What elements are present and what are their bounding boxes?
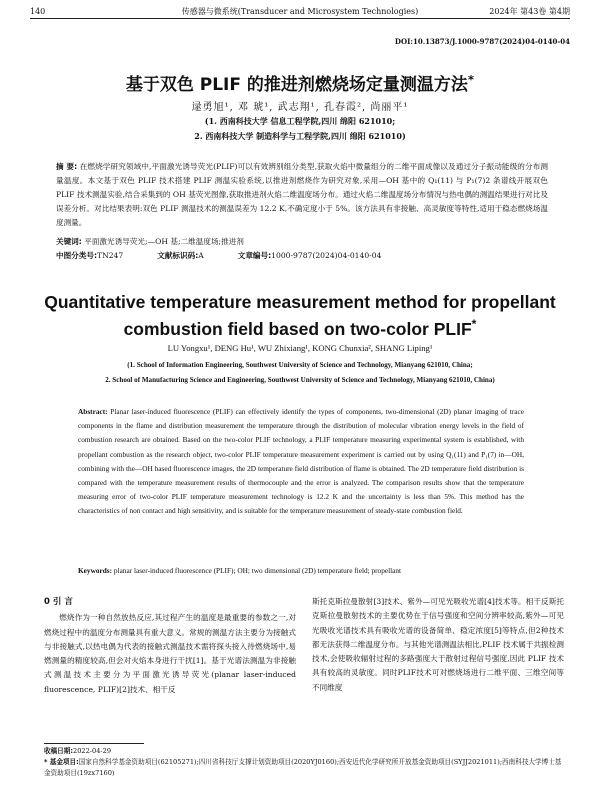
running-head <box>30 4 570 19</box>
english-affiliation-1: (1. School of Information Engineering, Southwest University of Science and Technology, Mianyang 621010, China; <box>127 361 473 369</box>
chinese-affiliation-1: (1. 西南科技大学 信息工程学院,四川 绵阳 621010; <box>204 116 396 126</box>
chinese-abstract-label: 摘 要: <box>56 162 78 171</box>
english-abstract-text: Planar laser-induced fluorescence (PLIF) can effectively identify the types of components, two-dimensional (2D) planar imaging of trace components in the flame and distribution measurement the temperature through the distribution of molecular vibration energy levels in the field of combustion research are obtained. Based on the two-color PLIF technology, a PLIF temperature measuring experimental system is established, with propellant combustion as the research object, two-color PLIF temperature measurement experiment is carried out by using Q₁(11) and P₁(7) in—OH, combining with the—OH based fluorescence images, the 2D temperature field distribution of flame is obtained. The 2D temperature field distribution is compared with the temperature measurement results of thermocouple and the error is analyzed. The comparison results show that the temperature measuring error of two-color PLIF temperature measurement technology is 12.2 K and the uncertainty is less than 5%. This method has the characteristics of non contact and high sensitivity, and is suitable for the temperature measurement of steady-state combustion field. <box>78 407 524 516</box>
article-number: 文章编号:1000-9787(2024)04-0140-04 <box>237 251 382 260</box>
chinese-keywords-label: 关键词: <box>56 237 82 246</box>
body-paragraph-right: 斯托克斯拉曼散射[3]技术、紫外—可见光吸收光谱[4]技术等。相干反斯托克斯拉曼散射技术的主要优势在于信号强度和空间分辨率较高,紫外—可见光吸收光谱技术具有吸收光谱的设备简单、稳定浓度[5]等特点,但2种技术都无法获得二维温度分布。与其他光谱测温法相比,PLIF 技术属于共振检测技术,会使吸收辐射过程的多路强度大于散射过程信号强度,因此 PLIF 技术具有较高的灵敏度。同时PLIF技术可对燃烧场进行二维平面、三维空间等不同维度 <box>312 597 564 692</box>
section-heading: 0 引 言 <box>44 597 73 607</box>
doi: DOI:10.13873/J.1000-9787(2024)04-0140-04 <box>394 37 570 46</box>
english-keywords-text: planar laser-induced fluorescence (PLIF); OH; two dimensional (2D) temperature field; propellant <box>113 566 402 575</box>
fund-info: * 基金项目:国家自然科学基金资助项目(62105271);四川省科技厅支撑计划资助项目(2020YJ0160);西安近代化学研究所开放基金资助项目(SYJJ2021011);西南科技大学博士基金资助项目(19zx7160) <box>44 758 562 777</box>
english-affiliation-2: 2. School of Manufacturing Science and Engineering, Southwest University of Science and Technology, Mianyang 621010, China) <box>105 376 495 384</box>
english-keywords <box>78 566 540 575</box>
footnotes <box>44 746 564 779</box>
chinese-title <box>0 70 600 95</box>
english-title <box>40 291 560 340</box>
english-title-text: Quantitative temperature measurement method for propellant combustion field based on two-color PLIF <box>44 292 556 339</box>
chinese-abstract <box>56 160 548 230</box>
chinese-title-text: 基于双色 PLIF 的推进剂燃烧场定量测温方法 <box>125 75 468 95</box>
body-left-column <box>44 595 296 697</box>
footnote-divider <box>44 743 144 744</box>
classification-meta <box>56 250 548 261</box>
chinese-keywords <box>56 236 548 247</box>
english-abstract-label: Abstract: <box>78 407 108 416</box>
chinese-title-mark: * <box>467 72 475 87</box>
chinese-abstract-text: 在燃烧学研究领域中,平面激光诱导荧光(PLIF)可以有效辨别组分类型,获取火焰中微量组分的二维平面成像以及通过分子振动能级的分布测量温度。本文基于双色 PLIF 技术搭建 PLIF 测温实验系统,以推进剂燃烧作为研究对象,采用—OH 基中的 Q₁(11) 与 P₁(7)2 条谱线开展双色 PLIF 技术测温实验,结合采集到的 OH 基荧光图像,获取推进剂火焰二维温度场分布。通过火焰二维温度场分布情况与热电偶的测温结果进行对比及误差分析。对比结果表明:双色 PLIF 测温技术的测温误差为 12.2 K,不确定度小于 5%。该方法具有非接触、高灵敏度等特性,适用于稳态燃烧场温度测量。 <box>56 162 548 227</box>
clc-number: 中图分类号:TN247 <box>56 251 124 260</box>
english-abstract <box>78 405 524 519</box>
document-code: 文献标识码:A <box>157 251 204 260</box>
english-authors: LU Yongxu¹, DENG Hu¹, WU Zhixiang¹, KONG Chunxia², SHANG Liping¹ <box>167 343 433 353</box>
chinese-keywords-text: 平面激光诱导荧光;—OH 基;二维温度场;推进剂 <box>84 237 244 246</box>
chinese-affiliation-2: 2. 西南科技大学 制造科学与工程学院,四川 绵阳 621010) <box>194 131 406 141</box>
journal-name: 传感器与微系统(Transducer and Microsystem Technologies) <box>181 6 419 16</box>
body-right-column <box>312 595 564 697</box>
body-columns <box>44 595 564 697</box>
chinese-authors: 逯勇旭¹, 邓 琥¹, 武志翔¹, 孔春霞², 尚丽平¹ <box>191 102 409 113</box>
received-date: 收稿日期:2022-04-29 <box>44 747 112 755</box>
body-paragraph-left: 燃烧作为一种自然放热反应,其过程产生的温度是最重要的参数之一,对燃烧过程中的温度分布测量具有重大意义。常规的测温方法主要分为接触式与非接触式,以热电偶为代表的接触式测温技术需将探头接入待燃烧场中,易燃测量的精度较高,但会对火焰本身进行干扰[1]。基于光谱法测温为非接触式测温技术主要分为平面激光诱导荧光(planar laser-induced fluorescence, PLIF)[2]技术、相干反 <box>44 613 296 694</box>
english-keywords-label: Keywords: <box>78 566 113 575</box>
issue-info: 2024年 第43卷 第4期 <box>489 6 570 16</box>
english-title-mark: * <box>471 317 477 331</box>
page-number: 140 <box>30 6 46 16</box>
